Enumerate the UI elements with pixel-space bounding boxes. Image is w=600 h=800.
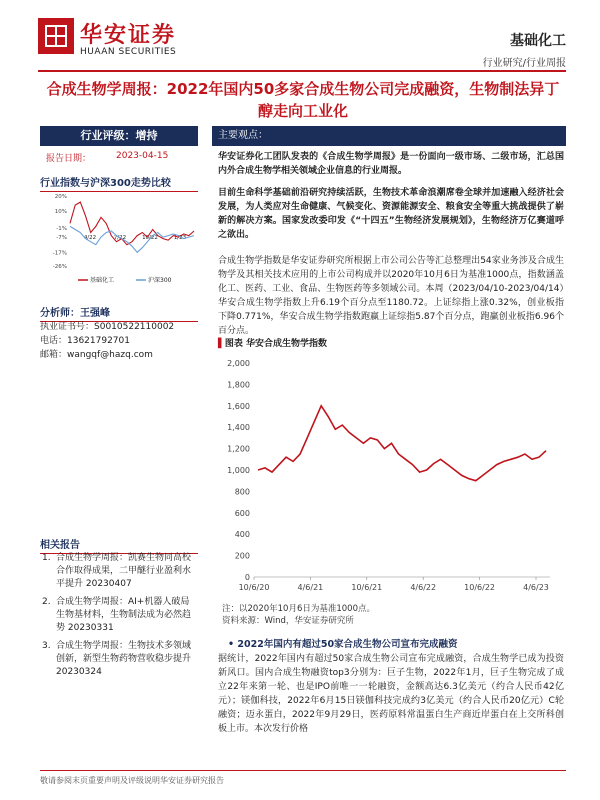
bullet-icon: • [228,639,238,650]
y-tick-label: 200 [234,551,250,561]
report-type: 行业研究/行业周报 [482,58,566,69]
index-paragraph: 合成生物学指数是华安证券研究所根据上市公司公告等汇总整理出54家业务涉及合成生物学及其相关技术应用的上市公司构成并以2020年10月6日为基准1000点，指数涵盖化工、医药、工业、食品、生物医药等多领域公司。本周（2023/04/10-2023/04/14）华安合成生物学指数上升6.19个百分点至1180.72。上证综指上涨0.32%，创业板指下降0.771%，华安合成生物学指数跑赢上证综指5.87个百分点，跑赢创业板指6.96个百分点。 [218,256,564,336]
x-tick-label: 10/6/20 [238,583,270,592]
x-tick-label: 10/6/22 [464,583,496,592]
financing-subheading [228,636,458,650]
related-report-item[interactable] [40,552,198,591]
analyst-email[interactable]: 邮箱：wangqf@hazq.com [40,350,153,360]
footer-disclaimer: 敬请参阅末页重要声明及评级说明华安证券研究报告 [40,770,566,786]
logo-english-text: HUAAN SECURITIES [80,47,177,57]
related-reports-list [40,552,198,684]
figure-title [218,336,327,349]
analyst-phone: 电话：13621792701 [40,336,130,346]
figure-marker-icon: ▌ [218,339,225,349]
y-tick-label: -26% [52,264,67,270]
y-tick-label: 1,800 [227,380,250,390]
related-report-text: 合成生物学周报：AI+机器人破局生物基材料，生物制法成为必然趋势 20230331 [56,597,192,633]
financing-paragraph: 据统计，2022年国内有超过50家合成生物公司宣布完成融资，合成生物学已成为投资新风口。国内合成生物融资top3分别为：巨子生物，2022年1月，巨子生物完成了成立22年来第一轮、也是IPO前唯一一轮融资，金额高达6.3亿美元（约合人民币42亿元）；镁伽科技，2022年6月15日镁伽科技完成约3亿美元（约合人民币20亿元）C轮融资；迈永蛋白，2022年9月29日，医药原料常温蛋白生产商近岸蛋白在上交所科创板上市。本次发行价格 [218,654,564,734]
y-tick-label: 600 [234,508,250,518]
x-tick-label: 1/23 [173,235,187,242]
x-tick-label: 4/6/23 [523,583,549,592]
industry-category: 基础化工 [510,33,566,49]
related-report-item[interactable] [40,640,198,679]
header-divider [38,70,566,72]
huaan-logo-icon [38,18,74,54]
financing-subheading-text: 2022年国内有超过50家合成生物公司宣布完成融资 [237,639,458,650]
related-report-text: 合成生物学周报：凯赛生物同高校合作取得成果，二甲醚行业盈利水平提升 20230407 [56,553,192,589]
figure-note: 注：以2020年10月6日为基准1000点。 [222,604,375,614]
index-comparison-chart [40,190,198,290]
analyst-heading: 分析师：王强峰 [40,304,198,322]
y-tick-label: 400 [234,530,250,540]
main-points-heading: 主要观点： [212,126,566,146]
x-tick-label: 4/6/21 [297,583,324,592]
related-reports-heading: 相关报告 [40,536,198,554]
related-report-item[interactable] [40,596,198,635]
related-report-number: 1. [42,553,51,563]
y-tick-label: 800 [234,487,250,497]
figure-title-text: 图表 华安合成生物学指数 [224,339,328,349]
y-tick-label: 1,000 [227,466,250,475]
x-tick-label: 4/22 [83,235,97,242]
analyst-license: 执业证书号：S0010522110002 [40,322,175,332]
y-tick-label: -7% [56,235,67,242]
y-tick-label: 1,600 [227,401,250,411]
y-tick-label: 0 [244,573,250,582]
report-title: 合成生物学周报：2022年国内50多家合成生物公司完成融资，生物制法异丁醇走向工业化 [46,80,560,120]
report-date-value: 2023-04-15 [116,151,169,161]
industry-rating: 行业评级：增持 [40,126,198,146]
report-date-label: 报告日期： [46,154,92,164]
x-tick-label: 4/6/22 [410,583,437,592]
y-tick-label: -17% [52,250,67,257]
y-tick-label: 2,000 [227,359,250,368]
analyst-info [40,320,174,362]
y-tick-label: 1,200 [227,444,250,454]
synbio-index-chart [218,355,564,600]
logo-text: 华安证券 [80,22,177,48]
related-report-number: 2. [42,597,51,607]
x-tick-label: 7/22 [113,235,127,242]
x-tick-label: 10/6/21 [351,583,383,592]
y-tick-label: -1% [56,225,67,232]
legend-label: 沪深300 [148,277,172,284]
background-paragraph: 目前生命科学基础前沿研究持续活跃，生物技术革命浪潮席卷全球并加速融入经济社会发展，为人类应对生命健康、气候变化、资源能源安全、粮食安全等重大挑战提供了崭新的解决方案。国家发改委印发《“十四五”生物经济发展规划》，生物经济万亿赛道呼之欲出。 [218,188,564,240]
y-tick-label: 20% [54,194,67,200]
report-date-row [40,148,198,164]
y-tick-label: 10% [54,209,67,216]
y-tick-label: 1,400 [227,423,250,433]
intro-paragraph: 华安证券化工团队发表的《合成生物学周报》是一份面向一级市场、二级市场，汇总国内外合成生物学相关领域企业信息的行业周报。 [218,152,564,176]
figure-source: 资料来源：Wind，华安证券研究所 [222,616,354,626]
index-comparison-heading: 行业指数与沪深300走势比较 [40,174,198,192]
related-report-number: 3. [42,641,51,651]
related-report-text: 合成生物学周报：生物技术多领域创新，新型生物药物营收稳步提升 20230324 [56,641,192,677]
x-tick-label: 10/22 [142,235,158,242]
index-series-line [258,406,546,481]
legend-label: 基础化工 [90,277,115,284]
